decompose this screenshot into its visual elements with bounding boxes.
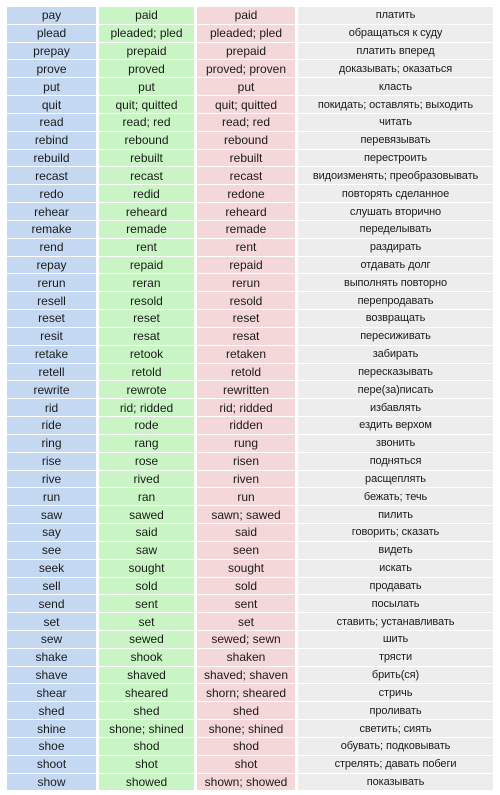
past-simple-cell: quit; quitted bbox=[99, 96, 197, 114]
past-participle-cell: rerun bbox=[197, 274, 298, 292]
past-simple-cell: rose bbox=[99, 453, 197, 471]
past-simple-cell: shone; shined bbox=[99, 720, 197, 738]
base-form-cell: set bbox=[7, 613, 99, 631]
irregular-verbs-table bbox=[7, 7, 493, 791]
translation-cell: читать bbox=[298, 114, 493, 132]
translation-cell: отдавать долг bbox=[298, 257, 493, 275]
past-simple-cell: sewed bbox=[99, 631, 197, 649]
base-form-cell: redo bbox=[7, 185, 99, 203]
translation-cell: переделывать bbox=[298, 221, 493, 239]
base-form-cell: sew bbox=[7, 631, 99, 649]
translation-cell: перестроить bbox=[298, 150, 493, 168]
base-form-cell: sell bbox=[7, 578, 99, 596]
table-row bbox=[7, 631, 493, 649]
past-participle-cell: shone; shined bbox=[197, 720, 298, 738]
table-row bbox=[7, 257, 493, 275]
base-form-cell: ride bbox=[7, 417, 99, 435]
translation-cell: избавлять bbox=[298, 399, 493, 417]
translation-cell: бежать; течь bbox=[298, 488, 493, 506]
translation-cell: говорить; сказать bbox=[298, 524, 493, 542]
past-participle-cell: proved; proven bbox=[197, 60, 298, 78]
table-row bbox=[7, 524, 493, 542]
table-row bbox=[7, 43, 493, 61]
past-simple-cell: redid bbox=[99, 185, 197, 203]
table-row bbox=[7, 381, 493, 399]
translation-cell: проливать bbox=[298, 702, 493, 720]
past-participle-cell: rung bbox=[197, 435, 298, 453]
base-form-cell: resit bbox=[7, 328, 99, 346]
base-form-cell: recast bbox=[7, 167, 99, 185]
past-simple-cell: reset bbox=[99, 310, 197, 328]
table-row bbox=[7, 506, 493, 524]
base-form-cell: prove bbox=[7, 60, 99, 78]
translation-cell: брить(ся) bbox=[298, 667, 493, 685]
base-form-cell: show bbox=[7, 774, 99, 792]
table-row bbox=[7, 310, 493, 328]
base-form-cell: rend bbox=[7, 239, 99, 257]
table-row bbox=[7, 720, 493, 738]
base-form-cell: read bbox=[7, 114, 99, 132]
past-participle-cell: rid; ridded bbox=[197, 399, 298, 417]
past-simple-cell: put bbox=[99, 78, 197, 96]
translation-cell: перевязывать bbox=[298, 132, 493, 150]
past-participle-cell: retaken bbox=[197, 346, 298, 364]
translation-cell: обращаться к суду bbox=[298, 25, 493, 43]
past-simple-cell: read; red bbox=[99, 114, 197, 132]
translation-cell: ставить; устанавливать bbox=[298, 613, 493, 631]
base-form-cell: shake bbox=[7, 649, 99, 667]
base-form-cell: shed bbox=[7, 702, 99, 720]
translation-cell: повторять сделанное bbox=[298, 185, 493, 203]
base-form-cell: repay bbox=[7, 257, 99, 275]
past-simple-cell: rode bbox=[99, 417, 197, 435]
table-row bbox=[7, 756, 493, 774]
translation-cell: звонить bbox=[298, 435, 493, 453]
past-participle-cell: put bbox=[197, 78, 298, 96]
base-form-cell: shoe bbox=[7, 738, 99, 756]
past-participle-cell: said bbox=[197, 524, 298, 542]
base-form-cell: see bbox=[7, 542, 99, 560]
past-participle-cell: sought bbox=[197, 560, 298, 578]
translation-cell: видоизменять; преобразовывать bbox=[298, 167, 493, 185]
past-participle-cell: rent bbox=[197, 239, 298, 257]
past-participle-cell: repaid bbox=[197, 257, 298, 275]
table-row bbox=[7, 595, 493, 613]
table-row bbox=[7, 613, 493, 631]
base-form-cell: prepay bbox=[7, 43, 99, 61]
table-row bbox=[7, 774, 493, 792]
base-form-cell: shine bbox=[7, 720, 99, 738]
table-row bbox=[7, 702, 493, 720]
base-form-cell: retell bbox=[7, 364, 99, 382]
base-form-cell: reset bbox=[7, 310, 99, 328]
past-simple-cell: showed bbox=[99, 774, 197, 792]
past-simple-cell: rebuilt bbox=[99, 150, 197, 168]
past-participle-cell: shot bbox=[197, 756, 298, 774]
past-participle-cell: rewritten bbox=[197, 381, 298, 399]
past-simple-cell: sold bbox=[99, 578, 197, 596]
past-simple-cell: reheard bbox=[99, 203, 197, 221]
table-row bbox=[7, 435, 493, 453]
translation-cell: шить bbox=[298, 631, 493, 649]
past-participle-cell: riven bbox=[197, 471, 298, 489]
translation-cell: пере(за)писать bbox=[298, 381, 493, 399]
translation-cell: посылать bbox=[298, 595, 493, 613]
translation-cell: платить вперед bbox=[298, 43, 493, 61]
base-form-cell: remake bbox=[7, 221, 99, 239]
past-simple-cell: recast bbox=[99, 167, 197, 185]
translation-cell: выполнять повторно bbox=[298, 274, 493, 292]
past-simple-cell: sought bbox=[99, 560, 197, 578]
base-form-cell: send bbox=[7, 595, 99, 613]
base-form-cell: saw bbox=[7, 506, 99, 524]
table-row bbox=[7, 167, 493, 185]
past-participle-cell: retold bbox=[197, 364, 298, 382]
table-row bbox=[7, 364, 493, 382]
past-simple-cell: rebound bbox=[99, 132, 197, 150]
base-form-cell: rerun bbox=[7, 274, 99, 292]
past-simple-cell: shook bbox=[99, 649, 197, 667]
past-simple-cell: sawed bbox=[99, 506, 197, 524]
table-row bbox=[7, 417, 493, 435]
base-form-cell: rebuild bbox=[7, 150, 99, 168]
table-row bbox=[7, 60, 493, 78]
past-participle-cell: paid bbox=[197, 7, 298, 25]
past-participle-cell: resold bbox=[197, 292, 298, 310]
translation-cell: светить; сиять bbox=[298, 720, 493, 738]
translation-cell: трясти bbox=[298, 649, 493, 667]
past-participle-cell: sold bbox=[197, 578, 298, 596]
past-participle-cell: remade bbox=[197, 221, 298, 239]
past-simple-cell: prepaid bbox=[99, 43, 197, 61]
past-participle-cell: recast bbox=[197, 167, 298, 185]
translation-cell: продавать bbox=[298, 578, 493, 596]
base-form-cell: shoot bbox=[7, 756, 99, 774]
translation-cell: перепродавать bbox=[298, 292, 493, 310]
past-simple-cell: shaved bbox=[99, 667, 197, 685]
translation-cell: ездить верхом bbox=[298, 417, 493, 435]
past-simple-cell: saw bbox=[99, 542, 197, 560]
past-participle-cell: pleaded; pled bbox=[197, 25, 298, 43]
past-participle-cell: set bbox=[197, 613, 298, 631]
base-form-cell: plead bbox=[7, 25, 99, 43]
translation-cell: слушать вторично bbox=[298, 203, 493, 221]
past-simple-cell: resold bbox=[99, 292, 197, 310]
past-participle-cell: seen bbox=[197, 542, 298, 560]
base-form-cell: rid bbox=[7, 399, 99, 417]
table-row bbox=[7, 96, 493, 114]
past-participle-cell: shaved; shaven bbox=[197, 667, 298, 685]
translation-cell: доказывать; оказаться bbox=[298, 60, 493, 78]
translation-cell: искать bbox=[298, 560, 493, 578]
table-row bbox=[7, 150, 493, 168]
table-row bbox=[7, 239, 493, 257]
past-participle-cell: reheard bbox=[197, 203, 298, 221]
past-simple-cell: resat bbox=[99, 328, 197, 346]
table-row bbox=[7, 684, 493, 702]
table-row bbox=[7, 471, 493, 489]
past-simple-cell: shod bbox=[99, 738, 197, 756]
table-row bbox=[7, 292, 493, 310]
translation-cell: обувать; подковывать bbox=[298, 738, 493, 756]
past-participle-cell: resat bbox=[197, 328, 298, 346]
past-participle-cell: shorn; sheared bbox=[197, 684, 298, 702]
past-simple-cell: said bbox=[99, 524, 197, 542]
base-form-cell: pay bbox=[7, 7, 99, 25]
table-row bbox=[7, 185, 493, 203]
past-participle-cell: ridden bbox=[197, 417, 298, 435]
base-form-cell: rewrite bbox=[7, 381, 99, 399]
past-simple-cell: rid; ridded bbox=[99, 399, 197, 417]
translation-cell: пересиживать bbox=[298, 328, 493, 346]
table-row bbox=[7, 25, 493, 43]
translation-cell: покидать; оставлять; выходить bbox=[298, 96, 493, 114]
base-form-cell: retake bbox=[7, 346, 99, 364]
past-simple-cell: rang bbox=[99, 435, 197, 453]
past-participle-cell: risen bbox=[197, 453, 298, 471]
base-form-cell: quit bbox=[7, 96, 99, 114]
past-participle-cell: run bbox=[197, 488, 298, 506]
table-row bbox=[7, 114, 493, 132]
table-row bbox=[7, 560, 493, 578]
past-participle-cell: shaken bbox=[197, 649, 298, 667]
past-participle-cell: sawn; sawed bbox=[197, 506, 298, 524]
table-row bbox=[7, 7, 493, 25]
past-simple-cell: ran bbox=[99, 488, 197, 506]
past-simple-cell: remade bbox=[99, 221, 197, 239]
translation-cell: стричь bbox=[298, 684, 493, 702]
base-form-cell: seek bbox=[7, 560, 99, 578]
past-participle-cell: rebuilt bbox=[197, 150, 298, 168]
translation-cell: показывать bbox=[298, 774, 493, 792]
past-participle-cell: shed bbox=[197, 702, 298, 720]
past-simple-cell: paid bbox=[99, 7, 197, 25]
past-simple-cell: proved bbox=[99, 60, 197, 78]
translation-cell: платить bbox=[298, 7, 493, 25]
base-form-cell: ring bbox=[7, 435, 99, 453]
translation-cell: видеть bbox=[298, 542, 493, 560]
past-simple-cell: reran bbox=[99, 274, 197, 292]
base-form-cell: rebind bbox=[7, 132, 99, 150]
base-form-cell: run bbox=[7, 488, 99, 506]
past-participle-cell: shown; showed bbox=[197, 774, 298, 792]
base-form-cell: say bbox=[7, 524, 99, 542]
table-row bbox=[7, 738, 493, 756]
table-row bbox=[7, 578, 493, 596]
past-participle-cell: quit; quitted bbox=[197, 96, 298, 114]
past-simple-cell: rent bbox=[99, 239, 197, 257]
past-simple-cell: rewrote bbox=[99, 381, 197, 399]
past-participle-cell: redone bbox=[197, 185, 298, 203]
table-row bbox=[7, 346, 493, 364]
past-simple-cell: sheared bbox=[99, 684, 197, 702]
translation-cell: подняться bbox=[298, 453, 493, 471]
past-simple-cell: retold bbox=[99, 364, 197, 382]
table-row bbox=[7, 203, 493, 221]
past-simple-cell: retook bbox=[99, 346, 197, 364]
translation-cell: расщеплять bbox=[298, 471, 493, 489]
table-row bbox=[7, 542, 493, 560]
translation-cell: пересказывать bbox=[298, 364, 493, 382]
table-row bbox=[7, 328, 493, 346]
table-row bbox=[7, 132, 493, 150]
base-form-cell: shave bbox=[7, 667, 99, 685]
past-simple-cell: rived bbox=[99, 471, 197, 489]
past-simple-cell: shed bbox=[99, 702, 197, 720]
past-participle-cell: sewed; sewn bbox=[197, 631, 298, 649]
table-row bbox=[7, 488, 493, 506]
base-form-cell: rise bbox=[7, 453, 99, 471]
table-row bbox=[7, 221, 493, 239]
past-participle-cell: read; red bbox=[197, 114, 298, 132]
table-row bbox=[7, 453, 493, 471]
base-form-cell: rehear bbox=[7, 203, 99, 221]
table-row bbox=[7, 78, 493, 96]
past-simple-cell: repaid bbox=[99, 257, 197, 275]
translation-cell: возвращать bbox=[298, 310, 493, 328]
table-row bbox=[7, 649, 493, 667]
verbs-table-body bbox=[7, 7, 493, 791]
table-row bbox=[7, 399, 493, 417]
past-simple-cell: sent bbox=[99, 595, 197, 613]
base-form-cell: put bbox=[7, 78, 99, 96]
past-simple-cell: shot bbox=[99, 756, 197, 774]
base-form-cell: resell bbox=[7, 292, 99, 310]
table-row bbox=[7, 667, 493, 685]
base-form-cell: rive bbox=[7, 471, 99, 489]
past-participle-cell: prepaid bbox=[197, 43, 298, 61]
past-participle-cell: sent bbox=[197, 595, 298, 613]
past-participle-cell: shod bbox=[197, 738, 298, 756]
past-participle-cell: reset bbox=[197, 310, 298, 328]
past-simple-cell: pleaded; pled bbox=[99, 25, 197, 43]
table-row bbox=[7, 274, 493, 292]
translation-cell: забирать bbox=[298, 346, 493, 364]
translation-cell: раздирать bbox=[298, 239, 493, 257]
base-form-cell: shear bbox=[7, 684, 99, 702]
past-simple-cell: set bbox=[99, 613, 197, 631]
translation-cell: стрелять; давать побеги bbox=[298, 756, 493, 774]
past-participle-cell: rebound bbox=[197, 132, 298, 150]
translation-cell: пилить bbox=[298, 506, 493, 524]
translation-cell: класть bbox=[298, 78, 493, 96]
